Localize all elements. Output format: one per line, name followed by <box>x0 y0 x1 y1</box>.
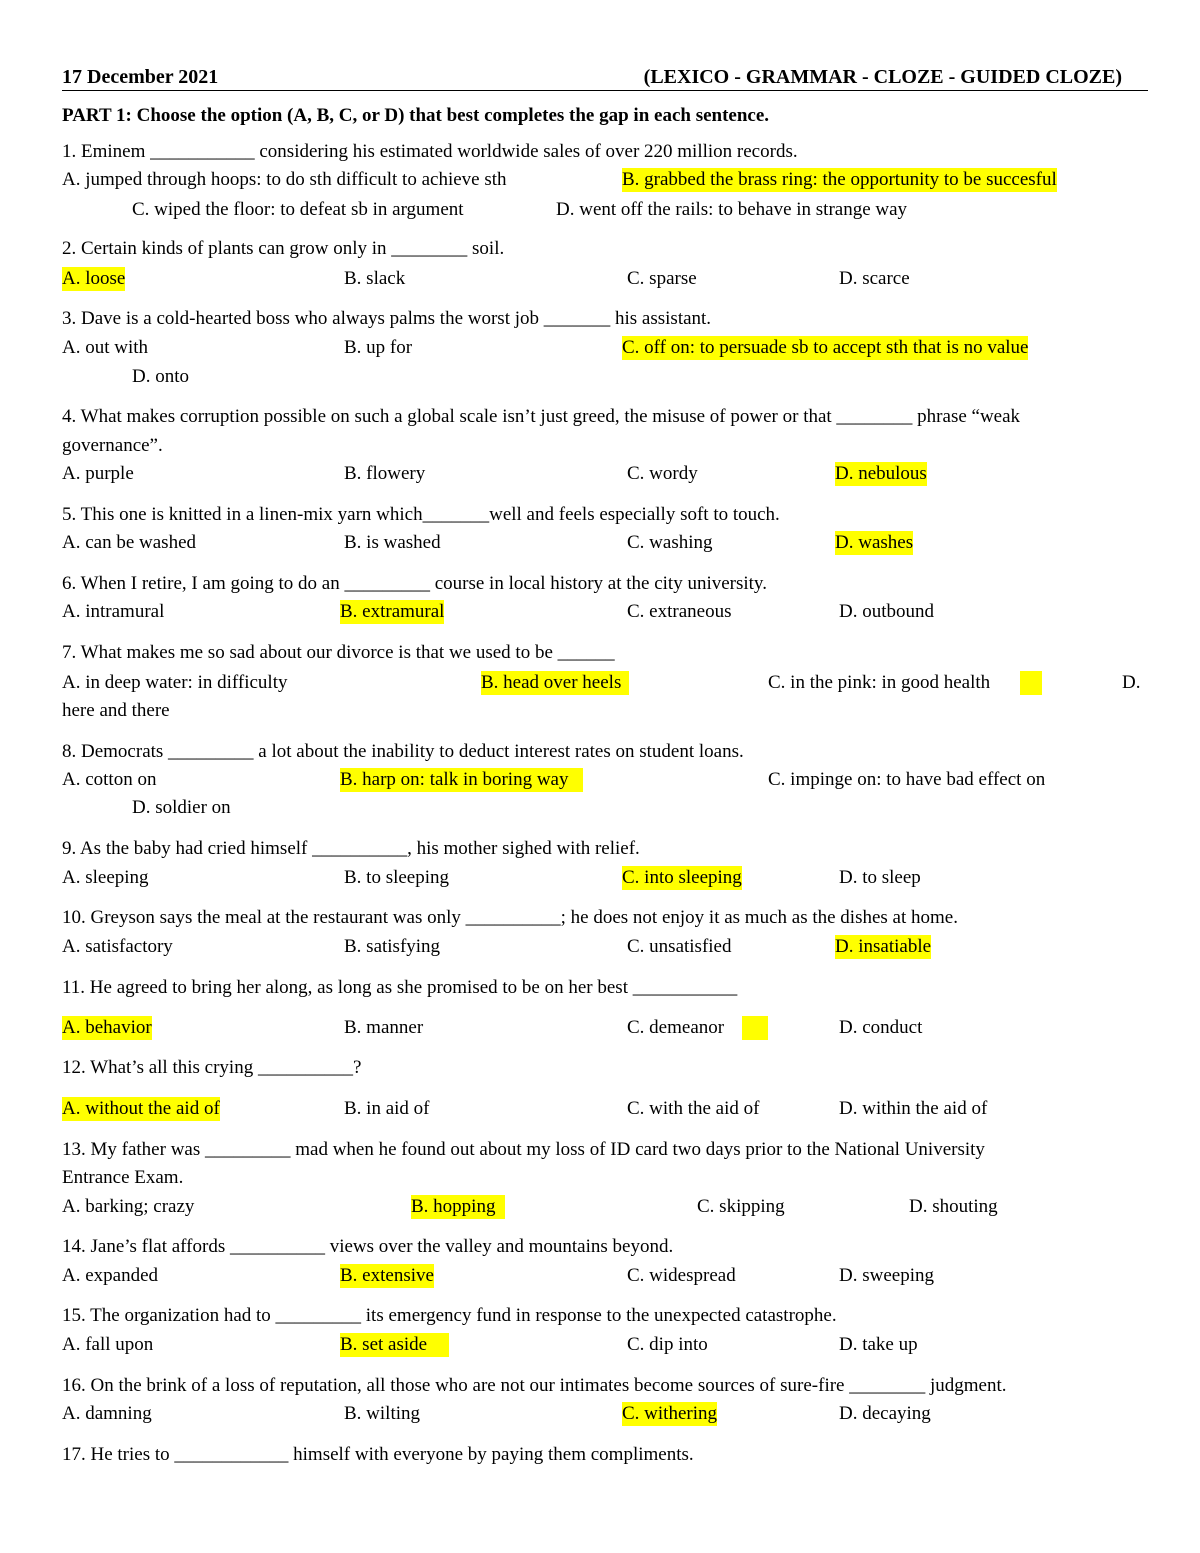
question-5-stem: 5. This one is knitted in a linen-mix yarn which_______well and feels especially soft to touch. <box>62 504 780 525</box>
question-7-stem: 7. What makes me so sad about our divorce is that we used to be ______ <box>62 642 615 663</box>
question-13-stem: 13. My father was _________ mad when he found out about my loss of ID card two days prior to the National University <box>62 1139 985 1160</box>
question-9-option-d: D. to sleep <box>839 867 921 888</box>
question-2-option-b: B. slack <box>344 268 406 289</box>
header-date: 17 December 2021 <box>62 66 219 88</box>
question-12-option-d: D. within the aid of <box>839 1098 988 1119</box>
question-2-option-c: C. sparse <box>627 268 697 289</box>
question-1-option-c: C. wiped the floor: to defeat sb in argument <box>132 199 464 220</box>
question-14-stem: 14. Jane’s flat affords __________ views over the valley and mountains beyond. <box>62 1236 674 1257</box>
question-13-option-c: C. skipping <box>697 1196 785 1217</box>
question-11-option-d: D. conduct <box>839 1017 923 1038</box>
question-15-option-a: A. fall upon <box>62 1334 154 1355</box>
question-2-option-a-answer: A. loose <box>62 268 126 289</box>
question-4-stem: 4. What makes corruption possible on such a global scale isn’t just greed, the misuse of power or that ________ phrase “weak <box>62 406 1021 427</box>
question-6-option-d: D. outbound <box>839 601 934 622</box>
question-3-option-c-answer: C. off on: to persuade sb to accept sth that is no value <box>622 337 1029 358</box>
question-10-option-b: B. satisfying <box>344 936 441 957</box>
question-14-option-d: D. sweeping <box>839 1265 934 1286</box>
question-8-option-d: D. soldier on <box>132 797 231 818</box>
question-15-stem: 15. The organization had to _________ its emergency fund in response to the unexpected catastrophe. <box>62 1305 837 1326</box>
question-14-option-c: C. widespread <box>627 1265 736 1286</box>
question-16-option-d: D. decaying <box>839 1403 931 1424</box>
question-12-stem: 12. What’s all this crying __________? <box>62 1057 362 1078</box>
question-17-stem: 17. He tries to ____________ himself with everyone by paying them compliments. <box>62 1444 694 1465</box>
question-10-stem: 10. Greyson says the meal at the restaurant was only __________; he does not enjoy it as much as the dishes at home. <box>62 907 958 928</box>
question-11-option-b: B. manner <box>344 1017 424 1038</box>
question-11-stem: 11. He agreed to bring her along, as long as she promised to be on her best ___________ <box>62 977 738 998</box>
question-15-option-b-answer: B. set aside <box>340 1333 449 1357</box>
question-11-option-a-answer: A. behavior <box>62 1017 152 1038</box>
question-8-option-c: C. impinge on: to have bad effect on <box>768 769 1046 790</box>
question-12-option-c: C. with the aid of <box>627 1098 760 1119</box>
question-1-option-d: D. went off the rails: to behave in strange way <box>556 199 908 220</box>
question-13-option-d: D. shouting <box>909 1196 998 1217</box>
question-4-option-d-answer: D. nebulous <box>835 463 927 484</box>
question-9-stem: 9. As the baby had cried himself __________, his mother sighed with relief. <box>62 838 640 859</box>
question-16-option-a: A. damning <box>62 1403 152 1424</box>
question-15-option-d: D. take up <box>839 1334 918 1355</box>
question-2-option-d: D. scarce <box>839 268 910 289</box>
question-1-option-a: A. jumped through hoops: to do sth difficult to achieve sth <box>62 169 507 190</box>
question-8-option-a: A. cotton on <box>62 769 157 790</box>
question-11-option-c: C. demeanor <box>627 1017 725 1038</box>
question-7-option-c: C. in the pink: in good health <box>768 672 991 693</box>
question-4-option-b: B. flowery <box>344 463 426 484</box>
question-11-highlight-mark <box>742 1016 768 1040</box>
question-3-option-b: B. up for <box>344 337 413 358</box>
question-7-highlight-mark <box>1020 671 1042 695</box>
question-5-option-b: B. is washed <box>344 532 441 553</box>
question-5-option-c: C. washing <box>627 532 713 553</box>
question-13-option-b-answer: B. hopping <box>411 1195 505 1219</box>
question-16-option-b: B. wilting <box>344 1403 421 1424</box>
question-5-option-d-answer: D. washes <box>835 532 914 553</box>
question-3-stem: 3. Dave is a cold-hearted boss who always palms the worst job _______ his assistant. <box>62 308 712 329</box>
question-10-option-c: C. unsatisfied <box>627 936 732 957</box>
question-14-option-b-answer: B. extensive <box>340 1265 434 1286</box>
question-1-stem: 1. Eminem ___________ considering his estimated worldwide sales of over 220 million records. <box>62 141 798 162</box>
question-7-option-b-answer: B. head over heels <box>481 671 629 695</box>
question-4-option-a: A. purple <box>62 463 134 484</box>
question-6-option-b-answer: B. extramural <box>340 601 445 622</box>
question-10-option-d-answer: D. insatiable <box>835 936 932 957</box>
question-16-option-c-answer: C. withering <box>622 1403 717 1424</box>
question-4-option-c: C. wordy <box>627 463 698 484</box>
question-8-option-b-answer: B. harp on: talk in boring way <box>340 768 583 792</box>
question-7-option-d-cont: here and there <box>62 700 170 721</box>
question-13-option-a: A. barking; crazy <box>62 1196 195 1217</box>
question-2-stem: 2. Certain kinds of plants can grow only in ________ soil. <box>62 238 505 259</box>
question-16-stem: 16. On the brink of a loss of reputation, all those who are not our intimates become sources of sure-fire ________ judgment. <box>62 1375 1007 1396</box>
question-4-stem-cont: governance”. <box>62 435 163 456</box>
question-9-option-a: A. sleeping <box>62 867 149 888</box>
question-14-option-a: A. expanded <box>62 1265 159 1286</box>
question-12-option-b: B. in aid of <box>344 1098 430 1119</box>
question-7-option-d: D. <box>1122 672 1141 693</box>
question-6-option-a: A. intramural <box>62 601 165 622</box>
part1-instruction: PART 1: Choose the option (A, B, C, or D) that best completes the gap in each sentence. <box>62 105 770 126</box>
question-9-option-b: B. to sleeping <box>344 867 450 888</box>
page-header <box>62 66 1148 91</box>
question-6-option-c: C. extraneous <box>627 601 732 622</box>
question-3-option-a: A. out with <box>62 337 149 358</box>
question-9-option-c-answer: C. into sleeping <box>622 867 742 888</box>
question-10-option-a: A. satisfactory <box>62 936 173 957</box>
question-5-option-a: A. can be washed <box>62 532 197 553</box>
question-7-option-a: A. in deep water: in difficulty <box>62 672 288 693</box>
question-12-option-a-answer: A. without the aid of <box>62 1098 220 1119</box>
question-13-stem-cont: Entrance Exam. <box>62 1167 184 1188</box>
question-8-stem: 8. Democrats _________ a lot about the inability to deduct interest rates on student loans. <box>62 741 744 762</box>
question-1-option-b-answer: B. grabbed the brass ring: the opportunity to be succesful <box>622 169 1057 190</box>
question-15-option-c: C. dip into <box>627 1334 708 1355</box>
question-3-option-d: D. onto <box>132 366 189 387</box>
question-6-stem: 6. When I retire, I am going to do an _________ course in local history at the city university. <box>62 573 767 594</box>
header-topic: (LEXICO - GRAMMAR - CLOZE - GUIDED CLOZE) <box>643 66 1122 88</box>
